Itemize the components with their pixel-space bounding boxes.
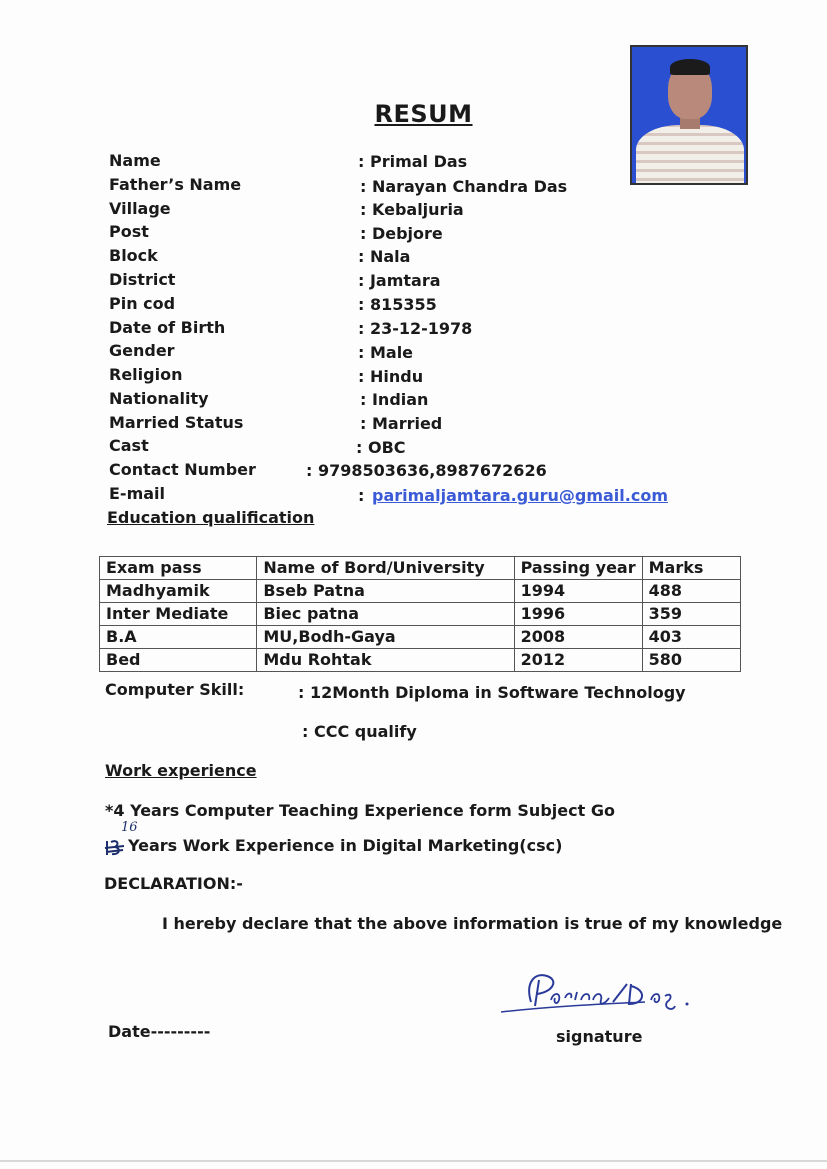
declaration-text: I hereby declare that the above information is true of my knowledge [162, 914, 783, 933]
page-bottom-edge [0, 1160, 827, 1162]
info-label-date-of-birth: Date of Birth [109, 318, 226, 337]
info-label-block: Block [109, 246, 158, 265]
info-label-father-name: Father’s Name [109, 175, 242, 194]
info-label-post: Post [109, 222, 149, 241]
info-value-cast: : OBC [356, 438, 406, 457]
info-label-gender: Gender [109, 341, 175, 360]
info-label-village: Village [109, 199, 171, 218]
info-label-district: District [109, 270, 176, 289]
table-cell: MU,Bodh-Gaya [257, 626, 514, 649]
work-experience-heading: Work experience [105, 761, 257, 780]
info-label-married-status: Married Status [109, 413, 244, 432]
info-value-contact-number: : 9798503636,8987672626 [306, 461, 547, 480]
info-value-religion: : Hindu [358, 367, 424, 386]
signature-image [495, 962, 705, 1028]
date-label: Date--------- [108, 1022, 211, 1041]
info-value-father-name: : Narayan Chandra Das [360, 177, 568, 196]
table-cell: 2012 [514, 649, 642, 672]
table-cell: Mdu Rohtak [257, 649, 514, 672]
info-label-email: E-mail [109, 484, 166, 503]
table-cell: Inter Mediate [100, 603, 257, 626]
table-cell: 580 [642, 649, 740, 672]
declaration-heading: DECLARATION:- [104, 874, 243, 893]
table-header-row [100, 557, 741, 580]
computer-skill-label: Computer Skill: [105, 680, 245, 699]
handwritten-correction: 16 [121, 820, 138, 835]
info-value-village: : Kebaljuria [360, 200, 464, 219]
signature-label: signature [556, 1027, 643, 1046]
work-experience-item: Years Work Experience in Digital Marketing(csc) [128, 836, 563, 855]
computer-skill-item: : CCC qualify [302, 722, 417, 741]
email-link[interactable]: parimaljamtara.guru@gmail.com [372, 486, 668, 505]
table-cell: 2008 [514, 626, 642, 649]
table-header-cell: Exam pass [100, 557, 257, 580]
education-table [99, 556, 741, 672]
info-value-date-of-birth: : 23-12-1978 [358, 319, 473, 338]
table-cell: 1994 [514, 580, 642, 603]
info-label-pin-code: Pin cod [109, 294, 176, 313]
info-value-post: : Debjore [360, 224, 443, 243]
work-experience-item: *4 Years Computer Teaching Experience form Subject Go [105, 801, 615, 820]
table-cell: Biec patna [257, 603, 514, 626]
table-row [100, 603, 741, 626]
table-cell: Madhyamik [100, 580, 257, 603]
table-cell: Bseb Patna [257, 580, 514, 603]
table-row [100, 626, 741, 649]
resume-title: RESUM [374, 100, 473, 128]
info-value-name: : Primal Das [358, 152, 468, 171]
education-heading: Education qualification [107, 508, 315, 527]
handwritten-strike-mark [104, 836, 126, 858]
info-email-colon: : [358, 486, 365, 505]
info-label-cast: Cast [109, 436, 149, 455]
table-row [100, 649, 741, 672]
info-value-gender: : Male [358, 343, 414, 362]
table-cell: 1996 [514, 603, 642, 626]
info-value-district: : Jamtara [358, 271, 441, 290]
table-header-cell: Passing year [514, 557, 642, 580]
info-value-nationality: : Indian [360, 390, 429, 409]
table-cell: B.A [100, 626, 257, 649]
info-label-name: Name [109, 151, 161, 170]
table-header-cell: Marks [642, 557, 740, 580]
info-label-contact-number: Contact Number [109, 460, 256, 479]
computer-skill-item: : 12Month Diploma in Software Technology [298, 683, 686, 702]
info-value-block: : Nala [358, 247, 411, 266]
table-cell: Bed [100, 649, 257, 672]
info-label-religion: Religion [109, 365, 183, 384]
table-header-cell: Name of Bord/University [257, 557, 514, 580]
table-cell: 359 [642, 603, 740, 626]
table-cell: 488 [642, 580, 740, 603]
table-row [100, 580, 741, 603]
table-cell: 403 [642, 626, 740, 649]
info-value-married-status: : Married [360, 414, 443, 433]
info-label-nationality: Nationality [109, 389, 209, 408]
info-value-pin-code: : 815355 [358, 295, 437, 314]
